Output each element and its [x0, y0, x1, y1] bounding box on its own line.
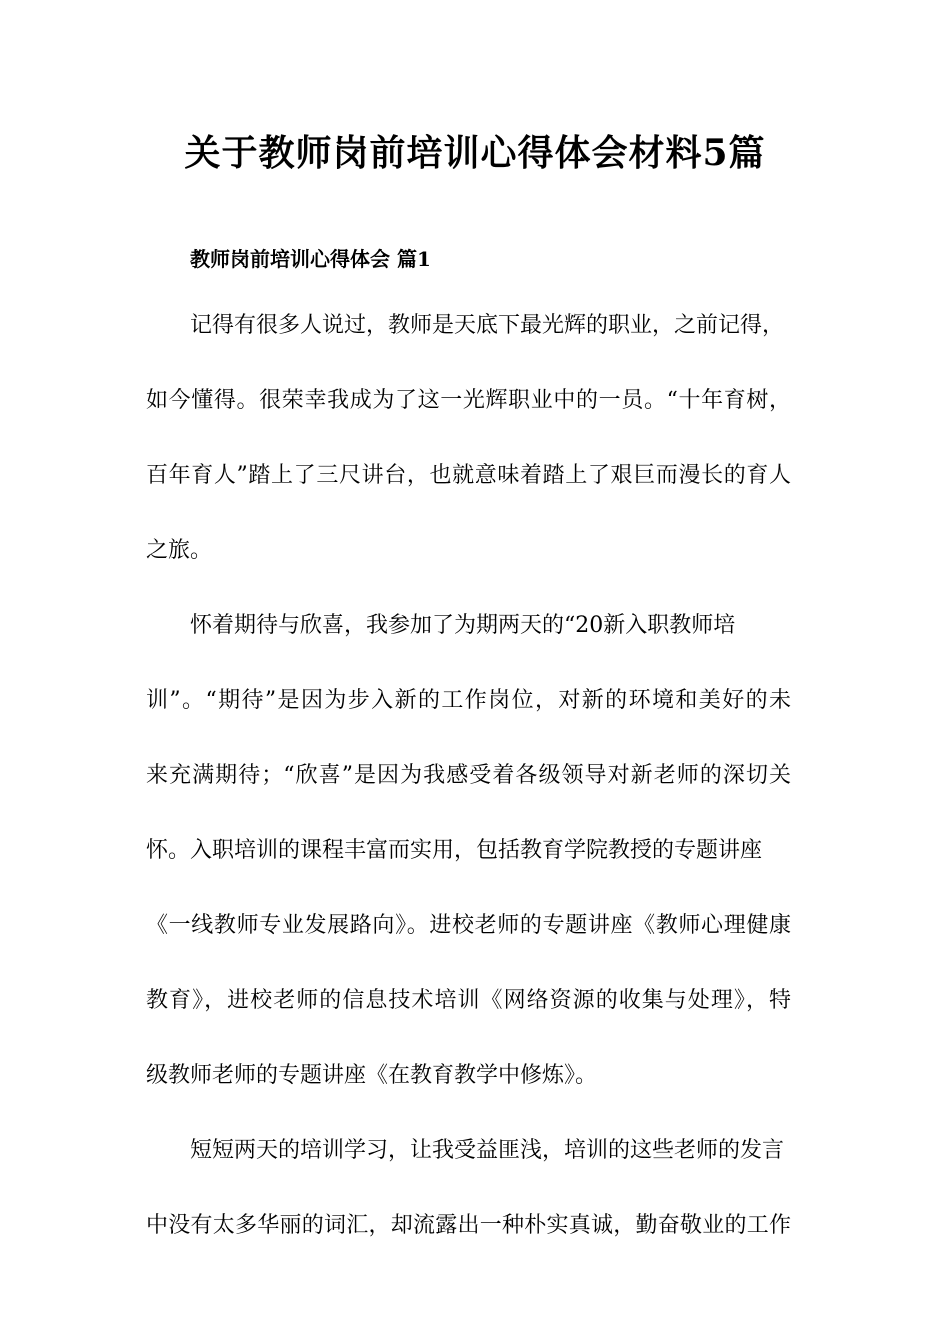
paragraph-line: 怀。入职培训的课程丰富而实用，包括教育学院教授的专题讲座 — [146, 838, 763, 863]
paragraph-line: 级教师老师的专题讲座《在教育教学中修炼》。 — [146, 1063, 598, 1088]
paragraph-line: 记得有很多人说过，教师是天底下最光辉的职业，之前记得， — [190, 313, 785, 338]
paragraph-line: 训”。“期待”是因为步入新的工作岗位，对新的环境和美好的未 — [146, 688, 791, 713]
section-heading: 教师岗前培训心得体会 篇1 — [190, 247, 431, 271]
paragraph-line: 中没有太多华丽的词汇，却流露出一种朴实真诚，勤奋敬业的工作 — [146, 1213, 791, 1238]
paragraph-line: 教育》，进校老师的信息技术培训《网络资源的收集与处理》，特 — [146, 988, 791, 1013]
paragraph-line: 来充满期待；“欣喜”是因为我感受着各级领导对新老师的深切关 — [146, 763, 791, 788]
paragraph-line: 如今懂得。很荣幸我成为了这一光辉职业中的一员。“十年育树， — [146, 388, 791, 413]
paragraph-line: 百年育人”踏上了三尺讲台，也就意味着踏上了艰巨而漫长的育人 — [146, 463, 791, 488]
paragraph-line: 怀着期待与欣喜，我参加了为期两天的“20新入职教师培 — [190, 613, 736, 638]
document-title: 关于教师岗前培训心得体会材料5篇 — [184, 132, 766, 174]
paragraph-line: 之旅。 — [146, 538, 213, 563]
paragraph-line: 短短两天的培训学习，让我受益匪浅，培训的这些老师的发言 — [190, 1138, 785, 1163]
paragraph-line: 《一线教师专业发展路向》。进校老师的专题讲座《教师心理健康 — [146, 913, 791, 938]
